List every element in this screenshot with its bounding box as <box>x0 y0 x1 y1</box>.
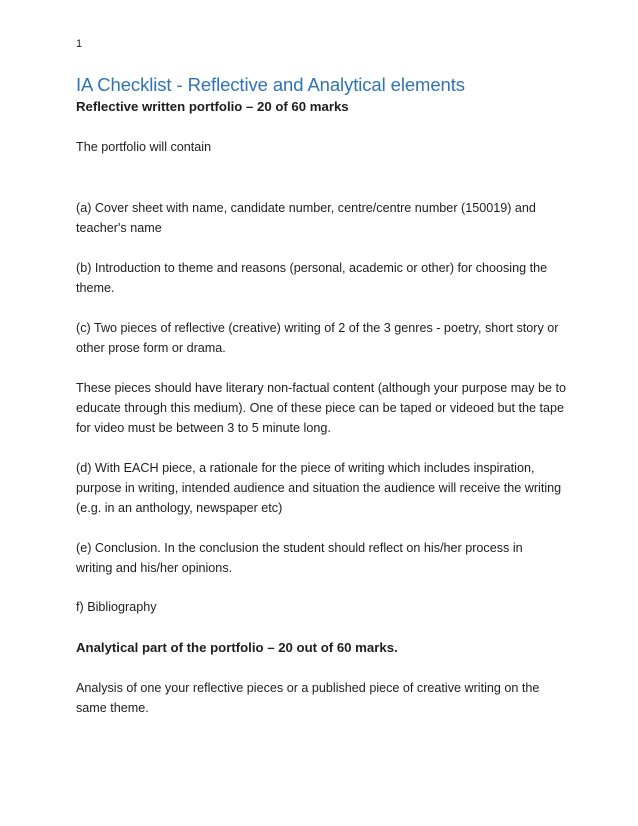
item-d-rationale <box>76 458 566 518</box>
reflective-section-heading: Reflective written portfolio – 20 of 60 marks <box>76 99 349 114</box>
text-line: (b) Introduction to theme and reasons (personal, academic or other) for choosing the <box>76 261 548 275</box>
text-line: writing and his/her opinions. <box>76 561 233 575</box>
item-b-introduction <box>76 258 566 298</box>
page-number: 1 <box>76 38 83 50</box>
text-line: These pieces should have literary non-factual content (although your purpose may be to <box>76 381 567 395</box>
text-line: (e) Conclusion. In the conclusion the student should reflect on his/her process in <box>76 541 523 555</box>
text-line: other prose form or drama. <box>76 341 226 355</box>
text-line: (c) Two pieces of reflective (creative) writing of 2 of the 3 genres - poetry, short story or <box>76 321 559 335</box>
text-line: theme. <box>76 281 115 295</box>
pieces-content-note <box>76 378 566 438</box>
item-f-bibliography <box>76 597 566 617</box>
text-line: (a) Cover sheet with name, candidate number, centre/centre number (150019) and <box>76 201 536 215</box>
text-line: Analysis of one your reflective pieces or a published piece of creative writing on the <box>76 681 540 695</box>
text-line: teacher's name <box>76 221 162 235</box>
text-line: (d) With EACH piece, a rationale for the piece of writing which includes inspiration, <box>76 461 535 475</box>
text-line: purpose in writing, intended audience and situation the audience will receive the writing <box>76 481 562 495</box>
text-line: (e.g. in an anthology, newspaper etc) <box>76 501 283 515</box>
analytical-section-heading: Analytical part of the portfolio – 20 out of 60 marks. <box>76 640 398 655</box>
document-title: IA Checklist - Reflective and Analytical elements <box>76 74 465 95</box>
text-line: educate through this medium). One of these piece can be taped or videoed but the tape <box>76 401 564 415</box>
portfolio-intro <box>76 137 566 157</box>
text-line: f) Bibliography <box>76 600 157 614</box>
text-line: The portfolio will contain <box>76 140 212 154</box>
item-a-cover-sheet <box>76 198 566 238</box>
analytical-body <box>76 678 566 718</box>
item-c-reflective-pieces <box>76 318 566 358</box>
text-line: for video must be between 3 to 5 minute long. <box>76 421 331 435</box>
text-line: same theme. <box>76 701 149 715</box>
item-e-conclusion <box>76 538 566 578</box>
